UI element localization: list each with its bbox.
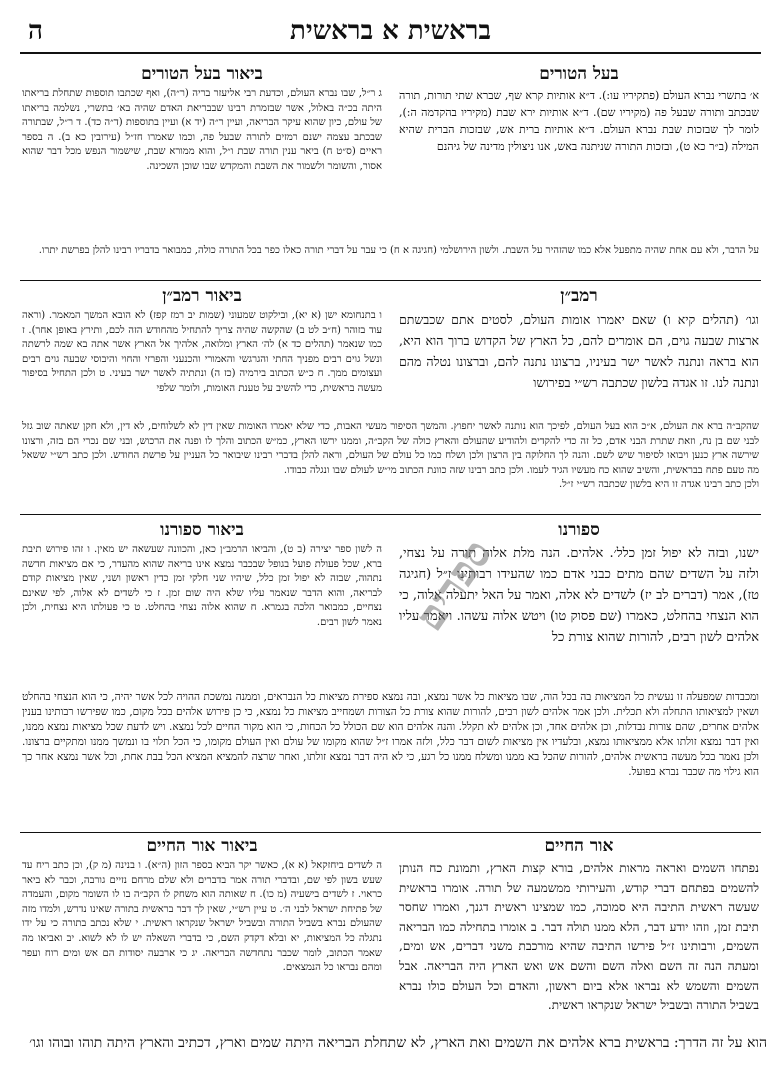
- biur-sforno-section: [22, 520, 382, 686]
- biur-ohr-hachaim-text: ה לשדים ביחזקאל (א א), כאשר יקר הביא בספר הזון (ה״א). ו בנינה (מ ק), וכן כתב ריח עד שעש בשון לפי שם, ובדברי תורה אמר בדברים ולא שלם מרחם נזיים גורבה, וכבר לא ביאר כראוי. ז לשדים בישעיה (מ כו). ח שאותה הוא משחק לו הקב״ה בו לו השומר מקום, והעמדה של פתיחת ישראל לבני ה׳. ט עיין רש״י, שאין לך דבר בראשית בתורה שאינו נדרש, ולמדו מזה שהעולם נברא בשביל התורה ובשביל ישראל שנקראו ראשית. י שלא נכתב בתורה כי על ידו נתגלה כל המציאות, יא ובלא דקדק השם, כי בדברי השאלה יש לו לא לשוא. יב ואביאו מה שאמר הכתוב, לומר שכבר נתחדשה הבריאה. יג כי ארבעה יסודות הם אש ומים רוח ועפר ומהם נבראו כל הנמצאים.: [22, 860, 382, 974]
- ohr-hachaim-section: [399, 836, 759, 1030]
- sforno-text: ישנו, ובזה לא יפול זמן כלל׳. אלהים. הנה מלת אלוה תורה על נצחי, ולזה על השדים שהם מתים כבני אדם כמו שהעידו רבותינו ז״ל (חגיגה טז), אמר (דברים לב יז) לשדים לא אלה, ואמר על האל יתעלה אלוה, כי הוא הנצחי בהחלט, כאמרו (שם פסוק טו) ויטש אלוה עשהו. ויאמר עליו אלהים לשון רבים, להורות שהוא צורת כל: [399, 546, 759, 645]
- biur-ohr-hachaim-title: ביאור אור החיים: [146, 836, 258, 856]
- biur-sforno-text: ה לשון ספר יצירה (ב ט), והביאו הרמב״ן כאן, והכוונה שעשאה יש מאין. ו זהו פירוש תיבת ברא, שכל פעולת פועל בגופל שבכבר נמצא אינו בריאה שהוא מהעדר, כי אם מציאות חדשה נתהוה, שבזה לא יפול זמן כלל, שיהיו שני חלקי זמן כדין ראשון ושני, שאין מציאות קודם לבריאה, והוא הדבר שנאמר עליו שלא היה שום זמן. ז כי לשדים לא אלוה, לפי שאינם נצחיים, כמבואר הלכה בגמרא. ח שהוא אלוה נצחי בהחלט. ט כי פעולתו היא נצחית, ולכן נאמר לשון רבים.: [22, 544, 382, 628]
- biur-baal-haturim-text: ג ר״ל, שבו נברא העולם, וכדעת רבי אליעזר בריה (ר״ה), ואף שכתבו תוספות שתחלת בריאתו היתה בכ״ה באלול, אשר שבזמרת רבינו שבבריאת האדם שהיה בא׳ בתשרי, נשלמה בריאתו של עולם, כיון שהוא עיקר הבריאה, ועיין ר״ה (יד א) ועיין בתוספות (ד״ה כד). ד ר״ל, שבתורה שבכתב עצמה ישנם רמזים לתורה שבעל פה, וכמו שאמרו חז״ל (עירובין כא ב). ה בספר ראיים (ס״ט ח) ביאר ענין תורה שבת ו״ל, והוא ממורא שבת, שישמור הנפש מכל דבר שהוא אסור, והשומר ולשמור את השבת והמקדש שבו שוכן השכינה.: [22, 88, 382, 172]
- ramban-section: [399, 286, 759, 418]
- ramban-continuation: [22, 420, 759, 510]
- biur-baal-haturim-title: ביאור בעל הטורים: [141, 64, 263, 84]
- divider-2: [20, 514, 761, 515]
- biur-ramban-title: ביאור רמב״ן: [162, 286, 242, 306]
- sforno-title: ספורנו: [558, 520, 600, 540]
- page-letter: ה: [28, 16, 43, 46]
- biur-ramban-section: [22, 286, 382, 418]
- page-header: [20, 12, 761, 54]
- sforno-full-text: ומכבדות שמפעלה זו נעשית כל המציאות בה בכל הוה, שבו מציאות כל אשר נמצא, ובה נמצא ספירת מציאות כל הנבראים, וממנה נמשכת ההויה לכל אשר יהיה, כי הוא הנצחי בהחלט ושאין למציאותו התחלה ולא תכלית. ולכן אמר אלהים לשון רבים, להורות שהוא צורת כל הצורות ושמחייב מציאות כל נמצא, כי כן פירוש אלהים בכל מקום, כמו שפירשו רבותינו בענין אלהים אחרים, שהם צורות נבדלות, וכן אלהים אחד, וכן אלהים לא תקלל. והנה אלהים הוא שם הכולל כל הכחות, כי הוא מקור החיים לכל נמצא. ויש לדעת שכל מציאות נמצא ממנו, ואין דבר נמצא זולתו אלא ממציאותו נמצא, ובלעדיו אין מציאות לשום דבר כלל, ולזה אמרו ז״ל שהוא מקומו של עולם ואין העולם מקומו, כי הכל תלוי בו ונמשך ממנו ומתקיים ברצונו. ולכן נאמר בכל מעשה בראשית אלהים, להורות שהכל בא ממנו ומשלח ממנו כל רגע, כי לא היה דבר נמצא זולתו, ואחר שרצה להמציא המציא הכל בבת אחת, וכל אשר נמצא אחר כך הוא גילוי מה שכבר נברא בפועל.: [22, 691, 759, 778]
- note-line-text: על הדבר, ולא עם אחת שהיה מתפעל אלא כמו שהזהיר על השבת. ולשון הירושלמי (חגיגה א ח) כי עבר על דברי תורה כאלו כפר בכל התורה כולה, כמבואר בדבריו רבינו להלן בפרשת יתרו.: [38, 245, 759, 256]
- biur-baal-haturim-section: [22, 64, 382, 244]
- biur-ramban-text: ו בתנחומא ישן (א יא), ובילקוט שמעוני (שמות יב רמז קפז) לא הובא המשך המאמר. (וראה עוד בזוהר (ח״ב לט ב) שהקשה שהיה צריך להתחיל מהחודש הזה לכם, ותירץ באופן אחר). ז כמו שנאמר (תהלים כד א) לה׳ הארץ ומלואה, אלהיך אל הארץ אשר אתה בא שמה לרשתה ונשל גוים רבים מפניך החתי והגרגשי והאמורי והכנעני והפרזי והחוי והיבוסי שבעה גוים רבים ועצומים ממך. ח כ״ש הכתוב בירמיה (כז ה) ונתתיה לאשר ישר בעיני. ט ולכן התחיל בסיפור מעשה בראשית, כדי להשיב על טענת האומות, ולומר שלפי: [22, 310, 382, 394]
- ramban-title: רמב״ן: [560, 286, 598, 306]
- baal-haturim-text: א׳ בתשרי נברא העולם (פתקיריו עו:). ד״א אותיות קרא שף, שברא שתי תורות, תורה שבכתב ותורה שבעל פה (מקיריו שם). ד״א אותיות ירא שבת (מקיריו בהקדמה ה:), לומר לך שבזכות שבת נברא העולם. ד״א אותיות ברית אש, שבזכות הברית שהיא המילה (ב״ר כא ט), ובזכות התורה שניתנה באש, אנו ניצולין מדינה של גיהנם: [399, 89, 759, 153]
- biur-ohr-hachaim-section: [22, 836, 382, 1030]
- page-title: בראשית א בראשית: [290, 16, 491, 46]
- divider-1: [20, 280, 761, 281]
- library-stamp: ספרים: [405, 530, 502, 640]
- divider-3: [20, 832, 761, 833]
- ramban-text: וגו׳ (תהלים קיא ו) שאם יאמרו אומות העולם, לסטים אתם שכבשתם ארצות שבעה גוים, הם אומרים להם, כל הארץ של הקדוש ברוך הוא היא, הוא בראה ונתנה לאשר ישר בעיניו, ברצונו נתנה להם, וברצונו נטלה מהם ונתנה לנו. זו אגדה בלשון שכתבה רש״י בפירושו: [399, 312, 759, 390]
- ramban-cont-text: שהקב״ה ברא את העולם, א״כ הוא בעל העולם, לפיכך הוא נותנה לאשר יחפוץ. והמשך הסיפור מעשי האבות, כדי שלא יאמרו האומות שאין דין לא לשלוחים, לא דין, ולא חקן שאתה שוב גזל לבני שם בן נח, וזאת שתרת הבני אדם, כל זה כדי להקדים ולהודיע שהעולם והארץ כולה של הקב״ה, וממנו ירשו הארץ, כמ״ש הכתוב והלך לו ופנה את הרכוש, ובני שם נכרי הם בזה, ורצונו שירשה ארץ כנען ויבואו לסיפור שיש לשם. והנה לך החלוקה בין הרצון ולכן ושלח כמו כל עולם של העולם, וראה להלן בדברי רבינו שיבואר כל העניין על פרשת החודש. ולכן כתב רש״י ששאל מה טעם פתח בבראשית, והשיב שהוא כח מעשיו הגיד לעמו. ולכן כתב רבינו שזה כוונת הכתוב מי״ש לעולם שבו ונגלה כבודו.: [22, 421, 759, 476]
- ramban-end-text: ולכן כתב רבינו אגדה זו היא בלשון שכתבה רש״י ז״ל.: [558, 479, 759, 491]
- baal-haturim-section: [399, 64, 759, 244]
- note-line: [22, 244, 759, 276]
- ohr-hachaim-title: אור החיים: [544, 836, 614, 856]
- baal-haturim-title: בעל הטורים: [539, 64, 619, 84]
- biur-sforno-title: ביאור ספורנו: [160, 520, 244, 540]
- footer-line: הוא על זה הדרך: בראשית ברא אלהים את השמים ואת הארץ, לא שתחלת הבריאה היתה שמים וארץ, דכתיב והארץ היתה תוהו ובוהו וגו׳: [29, 1035, 767, 1051]
- ohr-hachaim-text: נפתחו השמים ואראה מראות אלהים, בורא קצות הארץ, ותמונת כח הנותן להשמים בפתחם דברי קודש, והעירותי ממשמעה של תורה. אומרו בראשית שעשה ראשית התיבה היא סמוכה, כמו שמצינו ראשית דגנך, ואמרו שחסר תיבת זמן, וזהו יודע דבר, הלא ממנו תולה דבר. ב אומרו בתחילה כמו הבריאה השמים, ורבותינו ז״ל פירשו התיבה שהיא מורכבת משני דברים, אש ומים, ומעתה הנה זה השם ואלה השם והשם אש ואש הארץ היה הבריאה. אבל השמים והשמש לא נבראו אלא ביום ראשון, והאדם וכל העולם כולו נברא בשביל התורה ובשביל ישראל שנקראו ראשית.: [399, 861, 759, 1013]
